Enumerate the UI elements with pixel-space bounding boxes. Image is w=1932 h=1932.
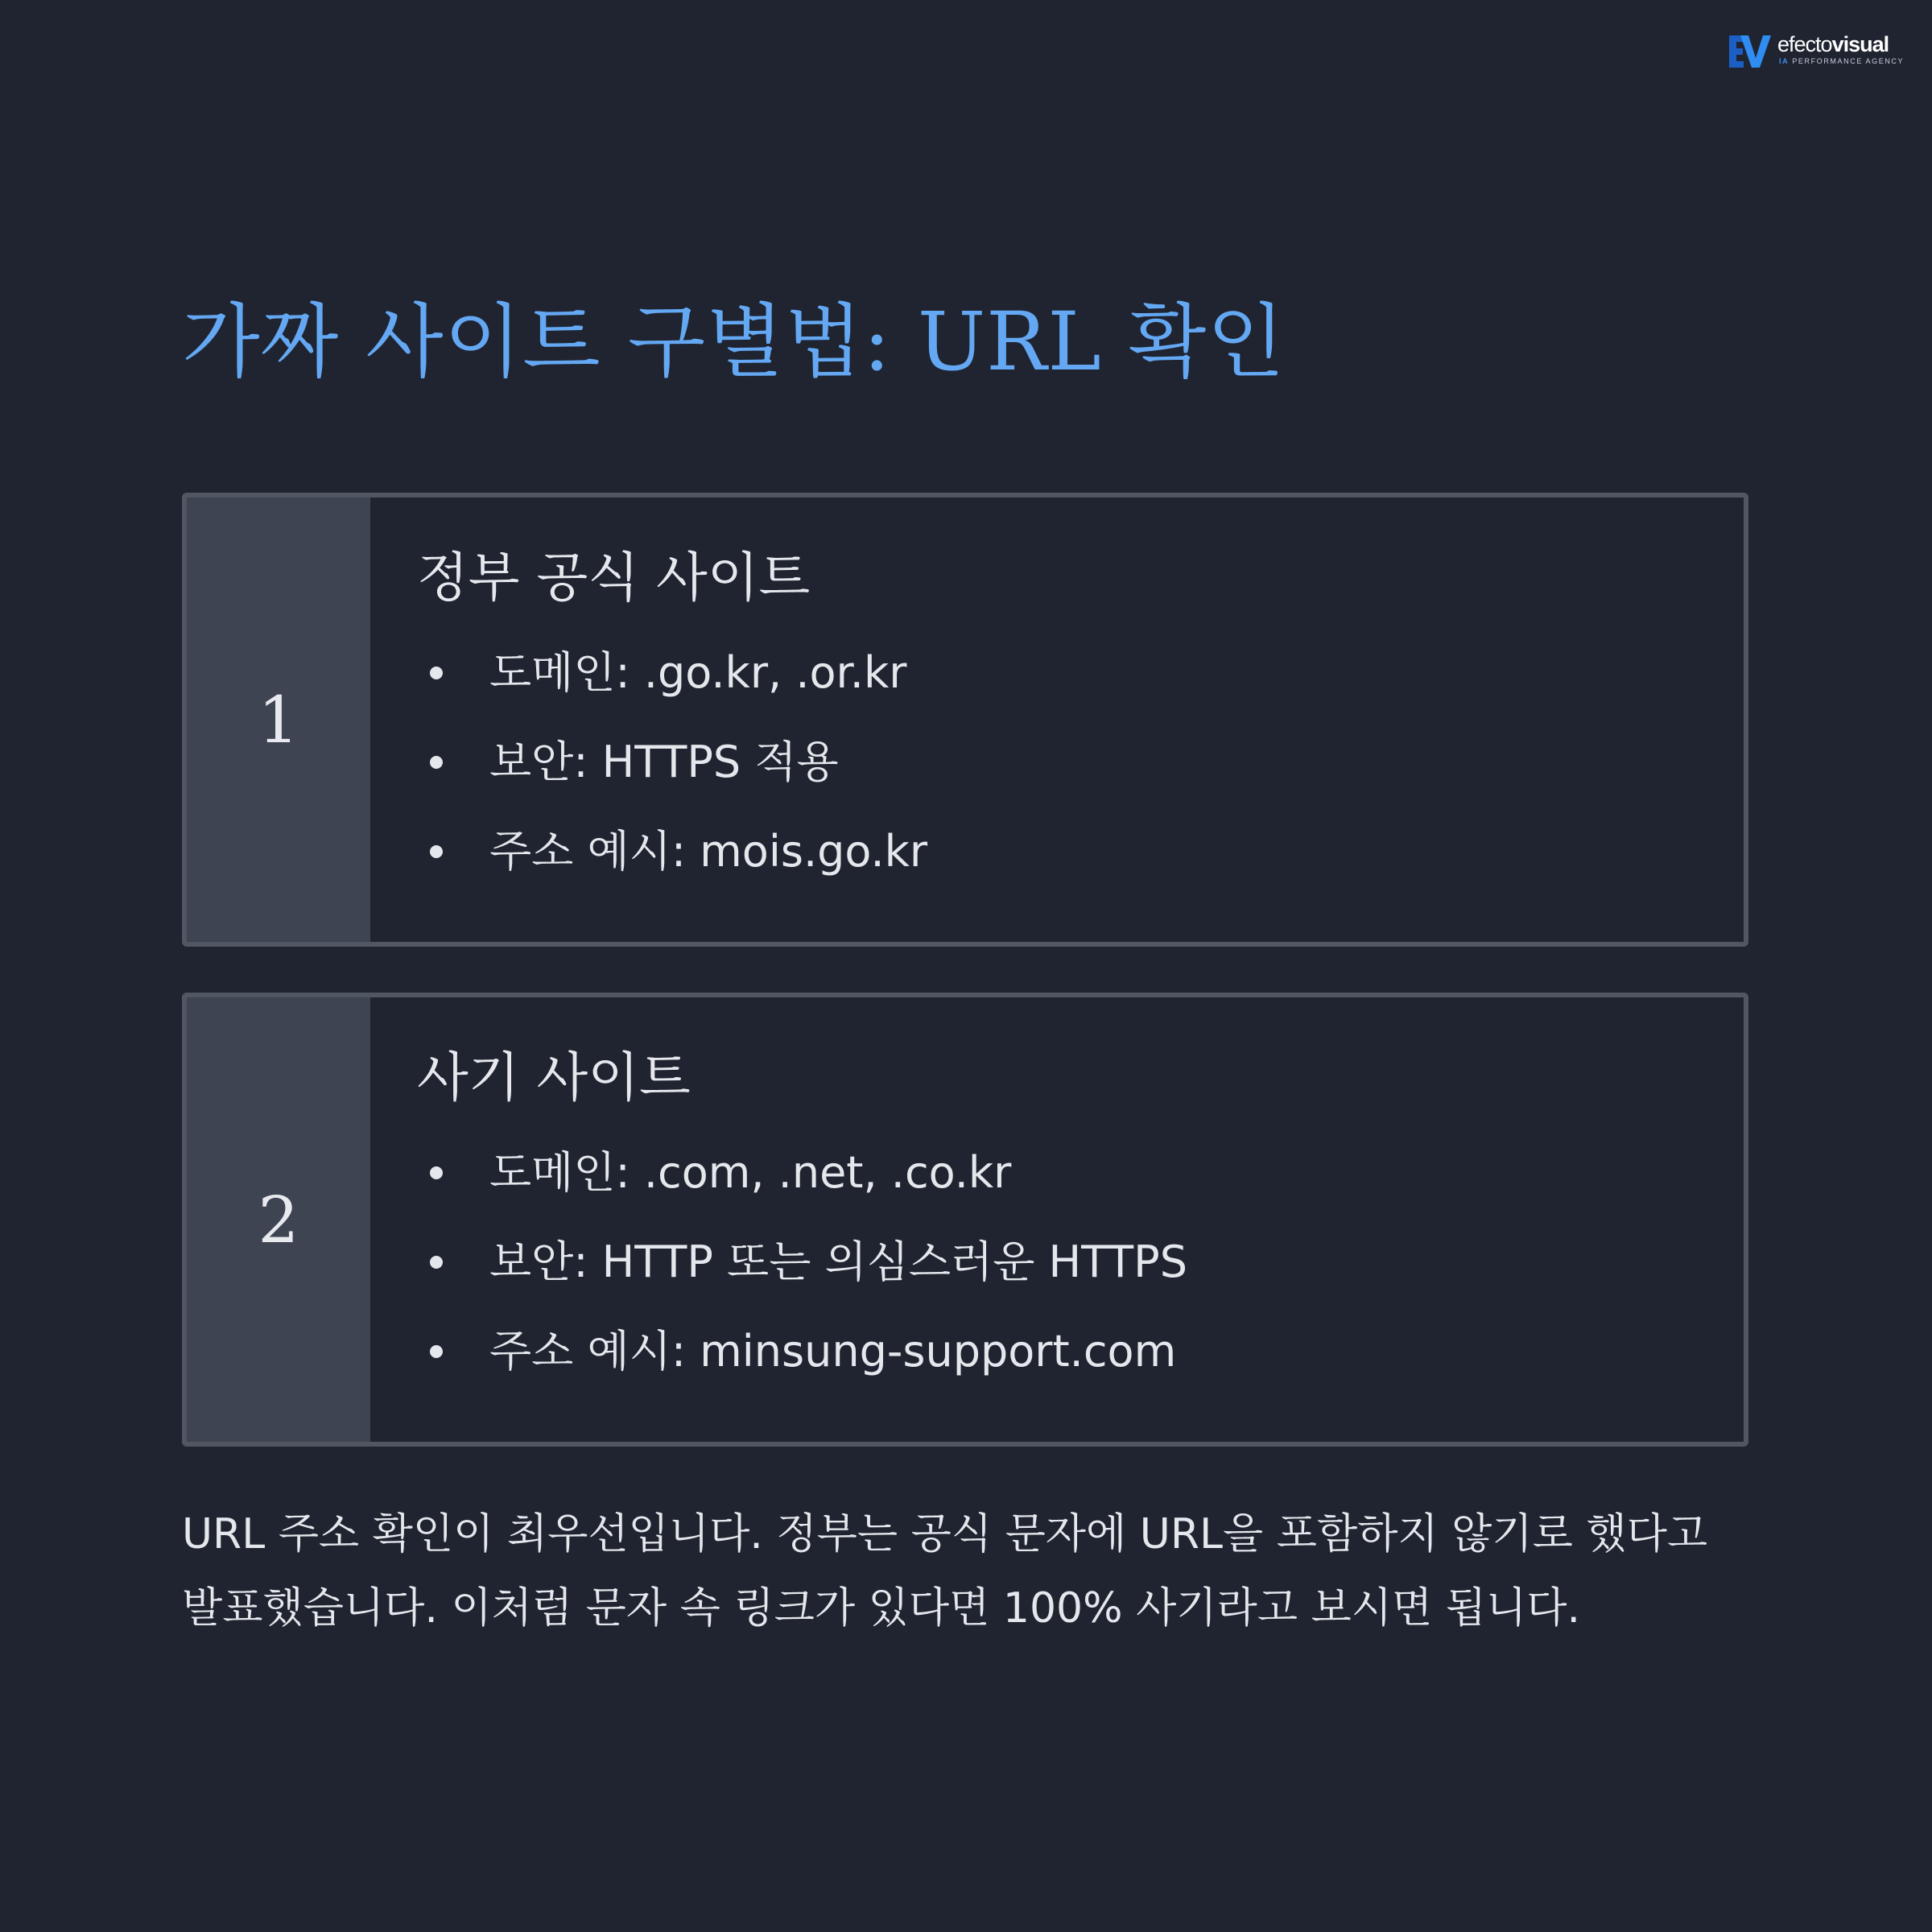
card-number-panel [187, 497, 370, 942]
ev-logo-icon [1729, 34, 1774, 69]
bullet-list [417, 1128, 1187, 1396]
summary-text: URL 주소 확인이 최우선입니다. 정부는 공식 문자에 URL을 포함하지 않기로 했다고 발표했습니다. 이처럼 문자 속 링크가 있다면 100% 사기라고 보시면 됩니다. [182, 1510, 1708, 1633]
card-title: 정부 공식 사이트 [417, 547, 811, 609]
bullet-text: 도메인: .com, .net, .co.kr [489, 1147, 1012, 1198]
bullet-dot-icon [430, 756, 443, 769]
card-title: 사기 사이트 [417, 1046, 691, 1108]
bullet-dot-icon [430, 1166, 443, 1179]
bullet-dot-icon [430, 667, 443, 679]
bullet-text: 보안: HTTP 또는 의심스러운 HTTPS [489, 1236, 1187, 1287]
logo-tag-ia: IA [1779, 57, 1790, 65]
bullet-text: 보안: HTTPS 적용 [489, 737, 839, 787]
bullet-text: 주소 예시: mois.go.kr [489, 826, 928, 877]
page-title: 가짜 사이트 구별법: URL 확인 [182, 295, 1286, 389]
card-body [370, 497, 927, 942]
card-scam-site [182, 993, 1748, 1447]
logo-wordmark [1777, 32, 1889, 57]
card-number-panel [187, 997, 370, 1442]
bullet-item [417, 1128, 1187, 1217]
bullet-dot-icon [430, 1256, 443, 1269]
bullet-item [417, 1307, 1187, 1396]
card-number: 1 [258, 682, 299, 758]
bullet-item [417, 807, 927, 896]
bullet-item [417, 717, 927, 807]
bullet-item [417, 1217, 1187, 1307]
bullet-dot-icon [430, 845, 443, 858]
bullet-dot-icon [430, 1345, 443, 1358]
logo-tagline [1779, 57, 1904, 65]
bullet-list [417, 628, 927, 896]
bullet-item [417, 628, 927, 717]
logo-word-light: efecto [1777, 32, 1832, 56]
brand-logo [1729, 32, 1905, 71]
logo-tag-text: PERFORMANCE AGENCY [1792, 57, 1905, 65]
bullet-text: 도메인: .go.kr, .or.kr [489, 647, 907, 698]
card-official-site [182, 493, 1748, 947]
logo-word-bold: visual [1831, 32, 1889, 56]
card-body [370, 997, 1187, 1442]
bullet-text: 주소 예시: minsung-support.com [489, 1326, 1177, 1377]
card-number: 2 [258, 1182, 299, 1257]
